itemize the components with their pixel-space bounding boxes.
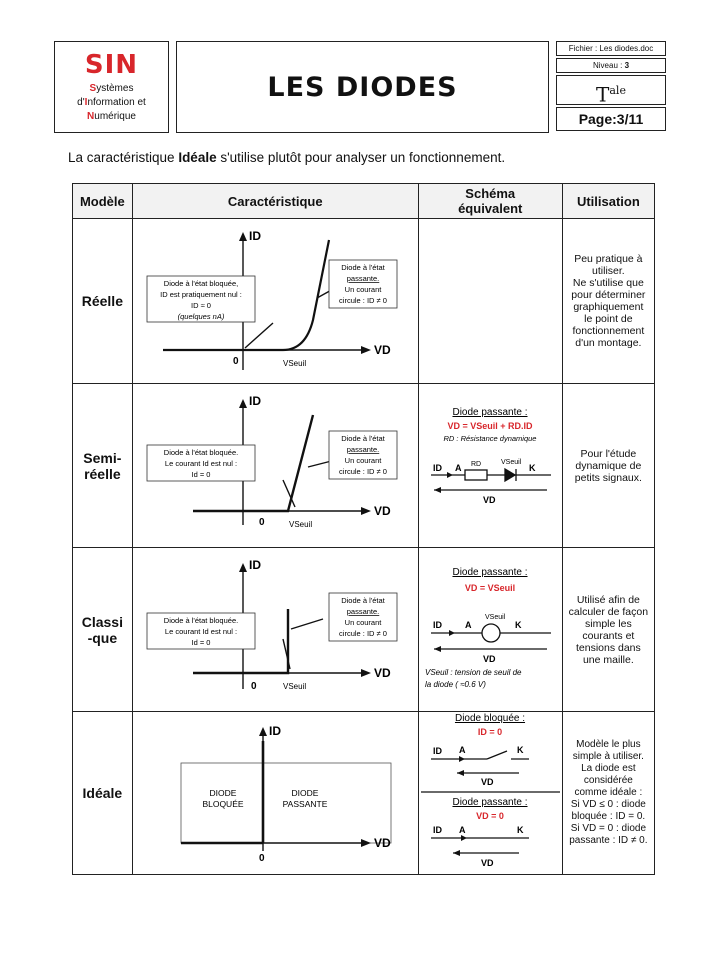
- axis-label-vd: VD: [373, 835, 391, 850]
- schema-label: ID: [432, 462, 442, 473]
- graph-classique: [132, 548, 418, 712]
- note-line: Diode à l'état bloquée,: [163, 278, 238, 288]
- model-semi-reelle: Semi- réelle: [73, 384, 133, 548]
- passing-label: PASSANTE: [282, 798, 328, 809]
- graph-ideale: [132, 712, 418, 875]
- schema-label: ID: [432, 824, 442, 835]
- blocked-label: DIODE: [209, 787, 237, 798]
- note-line: ID ≈ 0: [190, 300, 211, 310]
- class-level: $T^{ale}$: [556, 75, 666, 105]
- schema-label: RD: [470, 460, 481, 468]
- schema-label: VD: [480, 857, 494, 868]
- schema-reelle: [418, 219, 562, 384]
- intro-text: La caractéristique Idéale s'utilise plutôt pour analyser un fonctionnement.: [68, 150, 506, 165]
- schema-semi-reelle: [418, 384, 562, 548]
- model-classique: Classi -que: [73, 548, 133, 712]
- equivalent-schema: [419, 549, 562, 711]
- schema-title: Diode passante :: [452, 796, 528, 808]
- characteristic-graph: [133, 220, 418, 383]
- note-line: Id = 0: [191, 469, 211, 479]
- schema-label: K: [528, 462, 536, 473]
- logo-sin: SIN: [84, 50, 139, 80]
- origin-label: 0: [250, 680, 257, 692]
- model-ideale: Idéale: [73, 712, 133, 875]
- schema-ideale: [418, 712, 562, 875]
- schema-title: Diode passante :: [452, 406, 528, 418]
- use-reelle: Peu pratique à utiliser. Ne s'utilise que pour déterminer graphiquement le point de fonctionnement d'un montage.: [562, 219, 654, 384]
- schema-note: RD : Résistance dynamique: [443, 433, 537, 443]
- note-line: passante.: [346, 273, 379, 283]
- note-line: Un courant: [344, 455, 382, 465]
- blocked-label: BLOQUÉE: [202, 798, 244, 809]
- level: Niveau : 3: [556, 58, 666, 73]
- characteristic-graph: [133, 549, 418, 711]
- origin-label: 0: [232, 355, 239, 367]
- title-box: [176, 41, 549, 133]
- note-line: Un courant: [344, 284, 382, 294]
- passing-label: DIODE: [291, 787, 319, 798]
- note-line: passante.: [346, 606, 379, 616]
- note-line: circule : ID ≠ 0: [338, 466, 387, 476]
- schema-label: K: [516, 824, 524, 835]
- header-use: Utilisation: [562, 184, 654, 219]
- characteristic-graph: [133, 713, 418, 874]
- note-line: passante.: [346, 444, 379, 454]
- table-row: [73, 548, 655, 712]
- use-ideale: Modèle le plus simple à utiliser. La diode est considérée comme idéale : Si VD ≤ 0 : diode bloquée : ID = 0. Si VD = 0 : diode passante : ID ≠ 0.: [562, 712, 654, 875]
- arrow-blocked: [245, 323, 273, 348]
- use-semi-reelle: Pour l'étude dynamique de petits signaux.: [562, 384, 654, 548]
- note-line: Id = 0: [191, 637, 211, 647]
- equivalent-schema: [419, 713, 562, 874]
- axis-label-id: ID: [248, 228, 261, 243]
- header-carac: Caractéristique: [132, 184, 418, 219]
- schema-classique: [418, 548, 562, 712]
- axis-label-vd: VD: [373, 665, 391, 680]
- page-number: Page:3/11: [556, 107, 666, 131]
- graph-semi-reelle: [132, 384, 418, 548]
- axis-label-id: ID: [248, 557, 261, 572]
- schema-note: la diode ( ≈0.6 V): [424, 679, 486, 689]
- schema-label: VD: [482, 653, 496, 664]
- note-line: circule : ID ≠ 0: [338, 295, 387, 305]
- model-reelle: Réelle: [73, 219, 133, 384]
- schema-equation: VD = VSeuil: [464, 582, 515, 593]
- schema-label: K: [514, 619, 522, 630]
- logo-box: [54, 41, 169, 133]
- graph-reelle: [132, 219, 418, 384]
- schema-equation: ID = 0: [477, 726, 502, 737]
- schema-title: Diode passante :: [452, 566, 528, 578]
- note-line: Diode à l'état: [340, 433, 385, 443]
- table-row: [73, 219, 655, 384]
- schema-label: A: [458, 744, 466, 755]
- schema-title: Diode bloquée :: [454, 712, 525, 724]
- note-line: Diode à l'état: [340, 595, 385, 605]
- note-line: (quelques nA): [177, 311, 225, 321]
- characteristic-graph: [133, 385, 418, 547]
- schema-equation: VD = 0: [475, 810, 504, 821]
- note-line: Un courant: [344, 617, 382, 627]
- schema-label: A: [458, 824, 466, 835]
- page-title: LES DIODES: [267, 71, 458, 103]
- origin-label: 0: [258, 852, 265, 864]
- note-line: circule : ID ≠ 0: [338, 628, 387, 638]
- schema-label: VSeuil: [484, 613, 505, 621]
- table-header-row: [73, 184, 655, 219]
- arrow-passing: [291, 619, 323, 629]
- diode-models-table: [72, 183, 655, 875]
- table-row: [73, 712, 655, 875]
- schema-label: ID: [432, 745, 442, 756]
- schema-label: VSeuil: [500, 458, 521, 466]
- schema-label: VD: [482, 494, 496, 505]
- schema-label: VD: [480, 776, 494, 787]
- axis-label-vd: VD: [373, 503, 391, 518]
- axis-label-id: ID: [248, 393, 261, 408]
- header-model: Modèle: [73, 184, 133, 219]
- origin-label: 0: [258, 516, 265, 528]
- file-name: Fichier : Les diodes.doc: [556, 41, 666, 56]
- vseuil-label: VSeuil: [288, 519, 312, 529]
- axis-label-vd: VD: [373, 342, 391, 357]
- note-line: Diode à l'état bloquée.: [163, 447, 238, 457]
- equivalent-schema: [419, 385, 562, 547]
- schema-label: K: [516, 744, 524, 755]
- axis-label-id: ID: [268, 723, 281, 738]
- header-schema: Schéma équivalent: [418, 184, 562, 219]
- note-line: ID est pratiquement nul :: [159, 289, 242, 299]
- use-classique: Utilisé afin de calculer de façon simple les courants et tensions dans une maille.: [562, 548, 654, 712]
- info-box: [556, 41, 666, 133]
- schema-note: VSeuil : tension de seuil de: [424, 667, 522, 677]
- vseuil-label: VSeuil: [282, 681, 306, 691]
- note-line: Le courant Id est nul :: [164, 626, 237, 636]
- schema-label: A: [454, 462, 462, 473]
- logo-subtitle: Systèmes d'Information et Numérique: [77, 83, 146, 122]
- note-line: Le courant Id est nul :: [164, 458, 237, 468]
- schema-label: A: [464, 619, 472, 630]
- schema-label: ID: [432, 619, 442, 630]
- note-line: Diode à l'état bloquée.: [163, 615, 238, 625]
- note-line: Diode à l'état: [340, 262, 385, 272]
- schema-equation: VD = VSeuil + RD.ID: [447, 420, 533, 431]
- table-row: [73, 384, 655, 548]
- vseuil-label: VSeuil: [282, 358, 306, 368]
